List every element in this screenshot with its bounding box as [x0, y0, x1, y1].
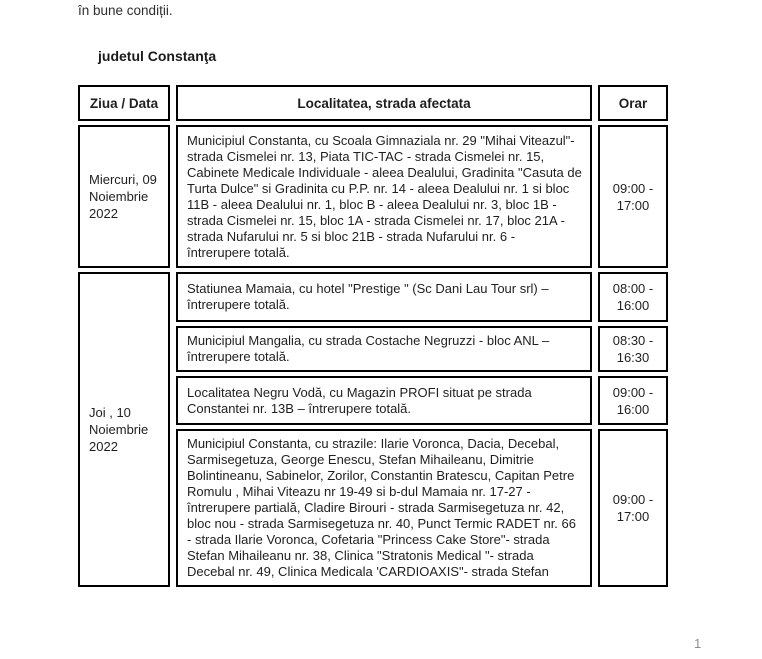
- schedule-cell: 09:00 - 17:00: [598, 429, 668, 587]
- intro-text: în bune condiții.: [78, 3, 173, 18]
- schedule-cell: 08:00 - 16:00: [598, 272, 668, 322]
- schedule-cell: 08:30 - 16:30: [598, 326, 668, 372]
- locality-cell: Localitatea Negru Vodă, cu Magazin PROFI situat pe strada Constantei nr. 13B – întrerupere totală.: [176, 376, 592, 425]
- day-cell-thursday: Joi , 10 Noiembrie 2022: [78, 272, 170, 587]
- county-heading: judetul Constanţa: [98, 48, 217, 64]
- outage-table: [78, 85, 668, 587]
- header-cell-schedule: Orar: [598, 85, 668, 121]
- day-cell-wednesday: Miercuri, 09 Noiembrie 2022: [78, 125, 170, 268]
- locality-cell: Municipiul Constanta, cu strazile: Ilarie Voronca, Dacia, Decebal, Sarmisegetuza, George Enescu, Stefan Mihaileanu, Dimitrie Bolintineanu, Sabinelor, Zorilor, Constantin Bratescu, Capitan Petre Romulu , Mihai Viteazu nr 19-49 si b-dul Mamaia nr. 17-27 - întrerupere partială, Cladire Birouri - strada Sarmisegetuza nr. 42, bloc nou - strada Sarmisegetuza nr. 40, Punct Termic RADET nr. 66 - strada Ilarie Voronca, Cofetaria "Princess Cake Store"- strada Stefan Mihaileanu nr. 38, Clinica "Stratonis Medical "- strada Decebal nr. 49, Clinica Medicala 'CARDIOAXIS"- strada Stefan: [176, 429, 592, 587]
- schedule-cell: 09:00 - 17:00: [598, 125, 668, 268]
- locality-cell: Statiunea Mamaia, cu hotel "Prestige " (Sc Dani Lau Tour srl) – întrerupere totală.: [176, 272, 592, 322]
- locality-cell: Municipiul Constanta, cu Scoala Gimnaziala nr. 29 "Mihai Viteazul"- strada Cismelei nr. 13, Piata TIC-TAC - strada Cismelei nr. 15, Cabinete Medicale Individuale - aleea Dealului, Gradinita "Casuta de Turta Dulce" si Gradinita cu P.P. nr. 14 - aleea Dealului nr. 1 si bloc 11B - aleea Dealului nr. 1, bloc B - aleea Dealului nr. 3, bloc 1B - strada Cismelei nr. 15, bloc 1A - strada Cismelei nr. 17, bloc 21A - strada Nufarului nr. 5 si bloc 21B - strada Nufarului nr. 6 - întrerupere totală.: [176, 125, 592, 268]
- locality-cell: Municipiul Mangalia, cu strada Costache Negruzzi - bloc ANL – întrerupere totală.: [176, 326, 592, 372]
- page-number: 1: [694, 636, 702, 651]
- header-cell-day: Ziua / Data: [78, 85, 170, 121]
- header-cell-locality: Localitatea, strada afectata: [176, 85, 592, 121]
- schedule-cell: 09:00 - 16:00: [598, 376, 668, 425]
